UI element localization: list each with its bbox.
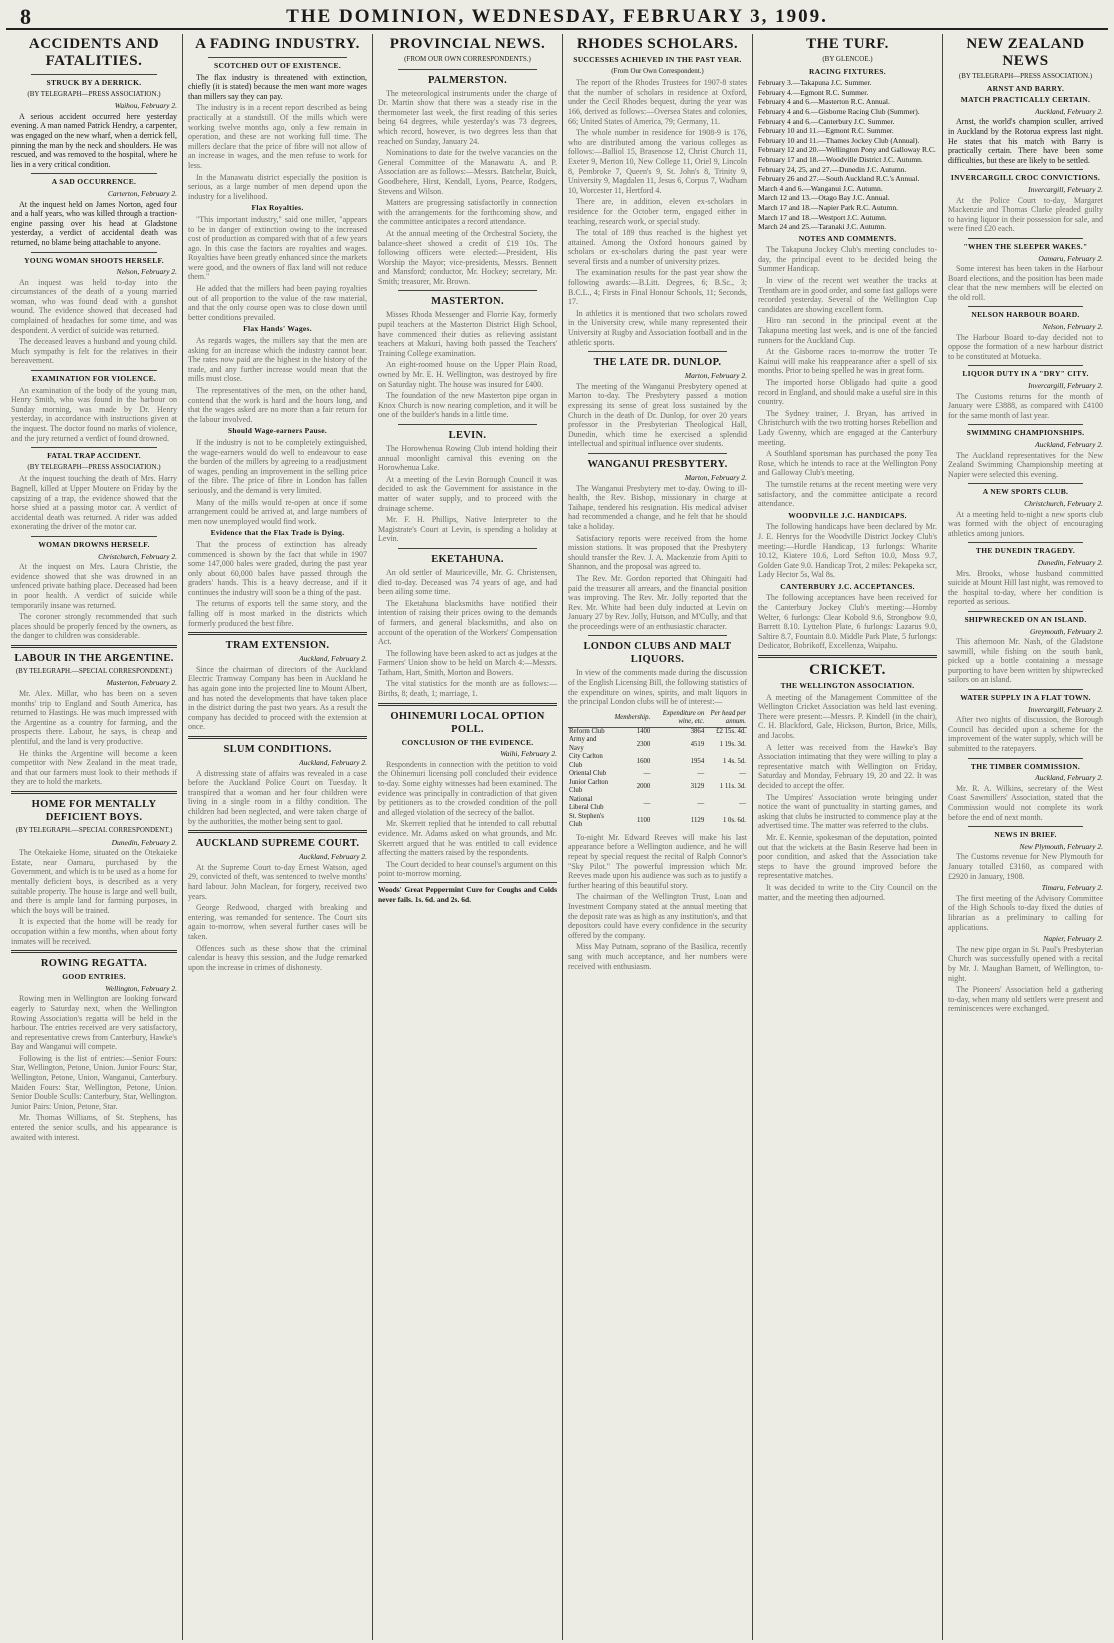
story-body-filler: The first meeting of the Advisory Committee of the High Schools to-day fixed the duties of librarian as a preliminary to calling for applications. — [948, 893, 1103, 932]
headline-successes: SUCCESSES ACHIEVED IN THE PAST YEAR. — [573, 55, 742, 64]
story-body-filler: After two nights of discussion, the Borough Council has decided upon a scheme for the improvement of the water supply, which will be submitted to the ratepayers. — [948, 715, 1103, 754]
dateline-masterton: Masterton, February 2. — [106, 678, 177, 688]
story-body-filler: A distressing state of affairs was revealed in a case before the Auckland Police Court on Tuesday. It transpired that a woman and her four children were living in a single room in a filthy condition. The children had been neglected, and were taken charge of by the authorities, the mother being sent to gaol. — [188, 768, 367, 826]
table-row — [568, 753, 747, 770]
dateline-auckland: Auckland, February 2. — [299, 654, 367, 664]
headline-wage-earners: Should Wage-earners Pause. — [227, 426, 328, 436]
headline-accidents: ACCIDENTS AND FATALITIES. — [28, 36, 160, 69]
headline-home-boys: HOME FOR MENTALLY DEFICIENT BOYS. — [31, 799, 157, 823]
headline-woman-drowns: WOMAN DROWNS HERSELF. — [38, 539, 150, 549]
story-body-filler: The Otekaieke Home, situated on the Otekaieke Estate, near Oamaru, purchased by the Government, and which is to be used as a home for mentally deficient boys, is described as a very suitable property. The house is large and well built, and there is ample land for farming purposes, in which the boys will be trained. It is expected that the home will be ready for occupation within a few months, when about forty inmates will be received. — [11, 848, 177, 946]
story-body-filler: The Takapuna Jockey Club's meeting concludes to-day, the principal event to be decided being the Summer Handicap. In view of the recent wet weather the tracks at Trentham are in good order, and some fast gallops were recorded yesterday. Several of the Wellington Cup candidates are showing excellent form. Hiro ran second in the principal event at the Takapuna meeting last week, and is one of the fancied runners for the Auckland Cup. At the Gisborne races to-morrow the trotter Te Kainui will make his reappearance after a spell of six months. Prior to being spelled he was in great form. The imported horse Obligado had quite a good record in England, and should make a useful sire in this country. The Sydney trainer, J. Bryan, has arrived in Christchurch with the two trotting horses Rebellion and Lady Gwenny, which are engaged at the Canterbury meeting. A Southland sportsman has purchased the pony Tea Rose, which he intends to race at the Wellington Pony and Galloway Club's meeting. The turnstile returns at the recent meeting were very satisfactory, and the committee anticipate a record attendance. — [758, 245, 937, 509]
table-row — [568, 727, 747, 736]
list-item: February 26 and 27.—South Auckland R.C.'s Annual. — [758, 174, 920, 184]
headline-rhodes: RHODES SCHOLARS. — [576, 36, 739, 52]
membership: 1400 — [636, 727, 651, 735]
subhead-correspondent: (From Our Own Correspondent.) — [611, 66, 704, 75]
column-nz-news — [942, 34, 1108, 1640]
story-body-filler: At a meeting held to-night a new sports club was formed with the object of encouraging athletics among juniors. — [948, 509, 1103, 538]
story-body-filler: An inquest was held to-day into the circumstances of the death of a young married woman, who was found dead with a gunshot wound. The evidence showed that deceased had complained of headaches for some time, and was despondent. A verdict of suicide was returned. The deceased leaves a husband and young child. Much sympathy is felt for the relatives in their bereavement. — [11, 277, 177, 366]
headline-fatal-trap: FATAL TRAP ACCIDENT. — [47, 451, 141, 461]
table-row — [568, 813, 747, 830]
membership: — — [643, 800, 651, 808]
story-body-filler: The Harbour Board to-day decided not to oppose the formation of a new harbour district to be constituted at Motueka. — [948, 332, 1103, 361]
headline-eketahuna: EKETAHUNA. — [431, 553, 504, 565]
list-item: March 12 and 13.—Otago Bay J.C. Annual. — [758, 193, 890, 203]
story-body-filler: Since the chairman of directors of the Auckland Electric Tramway Company has been in Auckland he has again gone into the projected line to Mount Albert, and has noted the developments that have taken place in the district during the past two years. As a result the company has decided to proceed with the extension at once. — [188, 664, 367, 732]
headline-ohinemuri: OHINEMURI LOCAL OPTION POLL. — [390, 710, 545, 735]
dateline-christchurch: Christchurch, February 2. — [98, 551, 177, 561]
table-row — [568, 796, 747, 813]
headline-turf: THE TURF. — [806, 36, 889, 52]
headline-invercargill: INVERCARGILL CROC CONVICTIONS. — [950, 173, 1101, 183]
headline-tram-extension: TRAM EXTENSION. — [225, 640, 330, 652]
headline-arnst-barry: ARNST AND BARRY. — [986, 83, 1065, 93]
headline-good-entries: GOOD ENTRIES. — [62, 972, 126, 982]
table-row — [568, 779, 747, 796]
dateline-invercargill: Invercargill, February 2. — [1028, 184, 1103, 194]
headline-levin: LEVIN. — [448, 430, 487, 441]
headline-flax-royalties: Flax Royalties. — [251, 203, 304, 213]
story-body-filler: Mr. R. A. Wilkins, secretary of the West Coast Sawmillers' Association, stated that the Commission would not complete its work before the end of next month. — [948, 783, 1103, 822]
headline-examination: EXAMINATION FOR VIOLENCE. — [31, 374, 157, 384]
headline-labour-argentine: LABOUR IN THE ARGENTINE. — [14, 652, 174, 664]
dateline-greymouth: Greymouth, February 2. — [1029, 626, 1103, 636]
headline-sad-occurrence: A SAD OCCURRENCE. — [51, 177, 137, 187]
list-item: February 17 and 18.—Woodville District J.C. Autumn. — [758, 154, 923, 164]
dateline-carterton: Carterton, February 2. — [107, 188, 177, 198]
telegraph-credit: (BY TELEGRAPH—PRESS ASSOCIATION.) — [27, 462, 161, 471]
headline-palmerston: PALMERSTON. — [427, 74, 508, 86]
dateline-dunedin: Dunedin, February 2. — [1037, 557, 1103, 567]
headline-wanganui-presbytery: WANGANUI PRESBYTERY. — [587, 458, 728, 470]
list-item: February 24, 25, and 27.—Dunedin J.C. Autumn. — [758, 164, 907, 174]
list-item: March 24 and 25.—Taranaki J.C. Autumn. — [758, 222, 886, 232]
club-name: Junior Carlton Club — [569, 778, 609, 795]
dateline-marton: Marton, February 2. — [684, 472, 747, 482]
byline-glencoe: (BY GLENCOE.) — [822, 55, 873, 63]
expenditure: 4519 — [690, 740, 705, 748]
dateline-waihou: Waihou, February 2. — [114, 101, 177, 111]
headline-evidence-dying: Evidence that the Flax Trade is Dying. — [210, 528, 345, 538]
column-rhodes — [562, 34, 752, 1640]
per-head: 1 4s. 5d. — [722, 757, 746, 765]
telegraph-credit: (BY TELEGRAPH—PRESS ASSOCIATION.) — [27, 89, 161, 98]
dateline-auckland: Auckland, February 2. — [1035, 773, 1103, 783]
table-row — [568, 736, 747, 753]
liquor-table-header — [568, 710, 747, 728]
headline-sports-club: A NEW SPORTS CLUB. — [982, 487, 1069, 497]
club-name: Oriental Club — [569, 770, 607, 778]
story-body-filler: At the Police Court to-day, Margaret Mackenzie and Thomas Clarke pleaded guilty to having liquor in their possession for sale, and were fined £20 each. — [948, 195, 1103, 234]
story-body-filler: An examination of the body of the young man, Henry Smith, who was found in the harbour on Sunday morning, was made by Dr. Henry yesterday, in accordance with instructions given at the inquest. The doctor found no marks of violence, and the jury returned a verdict of found drowned. — [11, 385, 177, 443]
story-body-filler: The Auckland representatives for the New Zealand Swimming Championship meeting at Napier were selected this evening. — [948, 450, 1103, 479]
headline-supreme-court: AUCKLAND SUPREME COURT. — [195, 838, 360, 850]
headline-slum-conditions: SLUM CONDITIONS. — [223, 744, 332, 755]
list-item: February 4.—Egmont R.C. Summer. — [758, 87, 869, 97]
headline-young-woman: YOUNG WOMAN SHOOTS HERSELF. — [24, 255, 164, 265]
headline-dunlop: THE LATE DR. DUNLOP. — [593, 357, 722, 369]
club-name: Army and Navy — [569, 736, 597, 752]
headline-timber-commission: THE TIMBER COMMISSION. — [970, 761, 1081, 771]
story-body-filler: Mr. Alex. Millar, who has been on a seven months' trip to England and South America, has returned to Hastings. He was much impressed with the Argentine as a country for farming, and the prospects there. Labour, he says, is cheap and plentiful, and the land is very productive. He thinks the Argentine will become a keen competitor with New Zealand in the meat trade, and that our farmers must look to their methods if they are to hold the markets. — [11, 689, 177, 787]
per-head: 1 11s. 3d. — [719, 783, 746, 791]
per-head: — — [739, 770, 746, 778]
list-item: March 17 and 18.—Napier Park R.C. Autumn. — [758, 202, 898, 212]
membership: 1600 — [636, 757, 651, 765]
story-body-filler: That the process of extinction has already commenced is shown by the fact that while in 1907 some 147,000 bales were graded, during the past year only about 60,000 bales have passed through the graders' hands. This is a heavy decrease, and if it continues the industry will soon be a thing of the past. The returns of exports tell the same story, and the falling off is most marked in the districts which formerly produced the best fibre. — [188, 539, 367, 628]
list-item: March 4 and 6.—Wanganui J.C. Autumn. — [758, 183, 883, 193]
membership: — — [643, 770, 651, 778]
newspaper-title: THE DOMINION, WEDNESDAY, FEBRUARY 3, 1909. — [286, 6, 828, 27]
expenditure: — — [697, 770, 705, 778]
column-flax — [182, 34, 372, 1640]
story-body-filler: The following handicaps have been declared by Mr. J. E. Henrys for the Woodville District Jockey Club's meeting:—Hurdle Handicap, 13 furlongs: Wharite 10.12, Kiatere 10.6, Lord Sefton 10.0, Moss 9.7, Golden Gate 9.0. Handicap Trot, 2 miles: Pekapeka scr, Lady Hector 5s, Wal 8s. — [758, 522, 937, 580]
dateline-auckland: Auckland, February 2. — [1035, 440, 1103, 449]
special-credit: (BY TELEGRAPH.—SPECIAL CORRESPONDENT.) — [15, 826, 173, 834]
club-name: City Carlton Club — [569, 753, 603, 769]
headline-conclusion: CONCLUSION OF THE EVIDENCE. — [401, 737, 534, 747]
story-body-filler: An old settler of Mauriceville, Mr. G. Christensen, died to-day. Deceased was 74 years of age, and had been ailing some time. The Eketahuna blacksmiths have notified their intention of raising their prices owing to the demands of farmers, and general blacksmiths, and also on account of the operation of the Workers' Compensation Act. The following have been asked to act as judges at the Farmers' Union show to be held on March 4:—Messrs. Tatham, Hart, Smith, Morton and Bowers. The vital statistics for the month are as follows:—Births, 8; death, 1; marriage, 1. — [378, 567, 557, 699]
story-body-filler: Some interest has been taken in the Harbour Board elections, and the position has been made clear that the new members will be elected on the old roll. — [948, 264, 1103, 302]
per-head: — — [739, 800, 746, 808]
column-turf — [752, 34, 942, 1640]
story-body-filler: This afternoon Mr. Nash, of the Gladstone sawmill, while fishing on the south bank, picked up a bottle containing a message purporting to have been written by shipwrecked sailors on an island. — [948, 637, 1103, 685]
liquor-header-cell: Expenditure on wine, etc. — [651, 710, 705, 728]
headline-derrick: STRUCK BY A DERRICK. — [46, 78, 142, 87]
story-body-filler: A meeting of the Management Committee of the Wellington Cricket Association was held last evening. There were present:—Messrs. P. Kindell (in the chair), C. H. Blackford, Gale, Hickson, Burton, Brice, Mills, and Jacobs. A letter was received from the Hawke's Bay Association intimating that they were willing to play a representative match with Wellington on Friday, Saturday and Monday, February 19, 20 and 22. It was decided to accept the offer. The Umpires' Association wrote bringing under notice the want of punctuality in starting games, and asking that clubs be instructed to commence play at the advertised time. The matter was referred to the clubs. Mr. E. Kennie, spokesman of the deputation, pointed out that the wickets at the Basin Reserve had been in poor condition, and asked that the Association take steps to have the ground improved before the representative matches. It was decided to write to the City Council on the matter, and the meeting then adjourned. — [758, 692, 937, 902]
headline-match-certain: MATCH PRACTICALLY CERTAIN. — [960, 95, 1091, 105]
per-head: £2 15s. 4d. — [716, 727, 746, 735]
headline-fading-industry: A FADING INDUSTRY. — [195, 36, 360, 52]
headline-canterbury-acceptances: CANTERBURY J.C. ACCEPTANCES. — [780, 581, 915, 591]
columns — [6, 34, 1108, 1640]
story-body-filler: The following acceptances have been received for the Canterbury Jockey Club's meeting:—Hornby Welter, 6 furlongs: Clear Kobold 9.6, Strongbow 9.0, Barrett 8.10. Lyttelton Plate, 6 furlongs: Lazarus 9.0, Saltire 8.7, Fountain 8.0. Middle Park Plate, 5 furlongs: Dedicator, Bobrikoff, Excellenza, Waipahu. — [758, 593, 937, 651]
dateline-nelson: Nelson, February 2. — [1042, 322, 1103, 332]
expenditure: 1954 — [690, 757, 705, 765]
headline-news-brief: NEWS IN BRIEF. — [994, 830, 1057, 840]
headline-rowing: ROWING REGATTA. — [40, 958, 148, 970]
story-body-filler: The Wanganui Presbytery met to-day. Owing to ill-health, the Rev. Bishop, missionary in charge at Taihape, tendered his resignation. His medical adviser had recommended a change, and he felt that he should take a holiday. Satisfactory reports were received from the home mission stations. It was proposed that the Presbytery should transfer the Rev. J. A. Mackenzie from Apiti to Shannon, and the proposal was agreed to. The Rev. Mr. Gordon reported that Ohingaiti had paid the treasurer all arrears, and the financial position was improving. The Rev. Mr. Jolly reported that the Rev. Mr. White had been duly inducted at Levin on January 27 by Rev. Jolly, Hutson, and M'Cully, and that the proceedings were of an enthusiastic character. — [568, 483, 747, 631]
story-body-filler: At the Supreme Court to-day Ernest Watson, aged 29, convicted of theft, was sentenced to twelve months' hard labour. John Maclean, for forgery, received two years. George Redwood, charged with breaking and entering, was remanded for sentence. The Court sits again to-morrow, when several further cases will be taken. Offences such as these show that the criminal calendar is heavy this session, and the Judge remarked upon the increase in crimes of dishonesty. — [188, 862, 367, 972]
story-body-filler: The Customs returns for the month of January were £3888, as compared with £4100 for the same month of last year. — [948, 391, 1103, 420]
dateline-auckland: Auckland, February 2. — [299, 852, 367, 862]
page-number: 8 — [20, 4, 31, 29]
dateline-invercargill: Invercargill, February 2. — [1028, 704, 1103, 714]
headline-racing-fixtures: RACING FIXTURES. — [809, 66, 886, 76]
expenditure: 3129 — [690, 783, 705, 791]
dateline-dunedin: Dunedin, February 2. — [111, 837, 177, 847]
subhead-correspondents: (FROM OUR OWN CORRESPONDENTS.) — [404, 55, 531, 63]
list-item: February 12 and 20.—Wellington Pony and Galloway R.C. — [758, 145, 936, 155]
dateline-auckland: Auckland, February 2. — [1035, 106, 1103, 116]
story-body-filler: "This important industry," said one miller, "appears to be in danger of extinction owing to the increased cost of production as compared with that of a few years ago. In this case the factors are royalties and wages. Royalties have been greatly enhanced since the markets were good, and the owners of flax land will not reduce them." He added that the millers had been paying royalties out of all proportion to the value of the raw material, and that the only course open was to close down until better conditions prevailed. — [188, 214, 367, 322]
liquor-header-cell: Per head per annum. — [705, 710, 747, 728]
headline-sleeper-wakes: "WHEN THE SLEEPER WAKES." — [963, 241, 1088, 251]
club-name: Reform Club — [569, 727, 605, 735]
story-body-filler: Mrs. Brooks, whose husband committed suicide at Mount Hill last night, was removed to the hospital to-day, where her condition is reported as serious. — [948, 568, 1103, 607]
headline-provincial-news: PROVINCIAL NEWS. — [389, 36, 546, 52]
liquor-table — [568, 710, 747, 830]
story-body-filler: The meeting of the Wanganui Presbytery opened at Marton to-day. The Presbytery passed a motion expressing its sense of great loss sustained by the Church in the death of Dr. Dunlop, for over 20 years professor in the Presbyterian Theological Hall, Dunedin, which time he exercised a splendid intellectual and spiritual influence over students. — [568, 381, 747, 449]
column-accidents — [6, 34, 182, 1640]
story-body-filler: The report of the Rhodes Trustees for 1907-8 states that the number of scholars in residence at Oxford, under the Cecil Rhodes bequest, during the year was 166, derived as follows:—Oversea States and colonies, 66; United States of America, 79; Germany, 11. The whole number in residence for 1908-9 is 176, who are distributed among the various colleges as follows:—Balliol 15, Brasenose 12, Christ Church 11, Exeter 9, Merton 10, New College 11, Oriel 9, Lincoln 8, Pembroke 7, Queen's 9, St. John's 8, Trinity 9, University 9, Magdalen 11, Jesus 6, Corpus 7, Wadham 10, Worcester 11, Hertford 4. There are, in addition, eleven ex-scholars in residence for the October term, engaged either in teaching, research work, or special study. The total of 189 thus reached is the highest yet attained. Among the Oxford honours gained by scholars or ex-scholars during the past year were several firsts and a number of university prizes. The examination results for the past year show the following awards:—B.Litt. Degrees, 6; B.Sc., 3; B.C.L., 4; Firsts in Final Honour Schools, 11; Seconds, 17. In athletics it is mentioned that two scholars rowed in the University crew, while many represented their University at Rugby and Association football and in the athletic sports. — [568, 78, 747, 347]
story-fading-intro: The flax industry is threatened with extinction, chiefly (it is stated) because the men want more wages than millers say they can pay. — [188, 72, 367, 101]
headline-liquor-duty: LIQUOR DUTY IN A "DRY" CITY. — [962, 369, 1089, 379]
dateline-waihi: Waihi, February 2. — [500, 749, 557, 759]
liquor-header-cell: Membership. — [614, 710, 652, 728]
list-item: March 17 and 18.—Westport J.C. Autumn. — [758, 212, 887, 222]
telegraph-credit: (BY TELEGRAPH—PRESS ASSOCIATION.) — [958, 72, 1093, 80]
list-item: February 4 and 6.—Gisborne Racing Club (Summer). — [758, 106, 920, 116]
headline-london-clubs: LONDON CLUBS AND MALT LIQUORS. — [583, 641, 732, 666]
membership: 2000 — [636, 783, 651, 791]
story-body-filler: Respondents in connection with the petition to void the Ohinemuri licensing poll concluded their evidence to-day. Some eighty witnesses had been examined. The evidence was principally in contradiction of that given by petitioners as to the crowded condition of the poll and alleged violation of the secrecy of the ballot. Mr. Skerrett replied that he intended to call rebuttal evidence. Mr. Adams asked on what grounds, and Mr. Skerrett argued that he was entitled to call evidence affecting the matters raised by the respondents. The Court decided to hear counsel's argument on this point to-morrow morning. — [378, 759, 557, 879]
advert-peppermint-cure: Woods' Great Peppermint Cure for Coughs and Colds never fails. 1s. 6d. and 2s. 6d. — [378, 882, 557, 904]
story-body-filler: The meteorological instruments under the charge of Dr. Martin show that there was a steady rise in the thermometer last week, the first reading of this series being 64 degrees, while yesterday's was 73 degrees, which record, however, is two degrees less than that reached on Sunday, January 24. Nominations to date for the twelve vacancies on the General Committee of the Manawatu A. and P. Association are as follows:—Messrs. Batchelar, Buick, Goodbehere, Hirst, Kendall, Lyons, Pearce, Rodgers, Stevens and Wilson. Matters are progressing satisfactorily in connection with the arrangements for the forthcoming show, and the committee anticipates a record attendance. At the annual meeting of the Orchestral Society, the balance-sheet showed a credit of £19 10s. The following officers were elected:—President, His Worship the Mayor; vice-presidents, Messrs. Bennett and Mansford; conductor, Mr. Hockey; secretary, Mr. Smith; treasurer, Mr. Brown. — [378, 88, 557, 286]
headline-scotched: SCOTCHED OUT OF EXISTENCE. — [214, 61, 341, 70]
list-item: February 10 and 11.—Thames Jockey Club (Annual). — [758, 135, 920, 145]
liquor-header-cell — [568, 710, 614, 728]
story-body-filler: Rowing men in Wellington are looking forward eagerly to Saturday next, when the Wellington Rowing Association's regatta will be held in the harbour. The entries received are very satisfactory, and representative crews from Canterbury, Hawke's Bay and Wanganui will compete. Following is the list of entries:—Senior Fours: Star, Wellington, Petone, Union. Junior Fours: Star, Wellington, Petone, Union, Wanganui, Canterbury. Maiden Fours: Star, Wellington, Petone, Union. Senior Double Sculls: Canterbury, Star, Wellington. Junior Pairs: Union, Petone, Star. Mr. Thomas Williams, of St. Stephens, has entered the senior sculls, and his appearance is awaited with interest. — [11, 994, 177, 1142]
dateline-marton: Marton, February 2. — [684, 371, 747, 381]
story-body-filler: The Horowhenua Rowing Club intend holding their annual moonlight carnival this evening on the Horowhenua Lake. At a meeting of the Levin Borough Council it was decided to ask the Government for assistance in the matter of water supply, and to proceed with the drainage scheme. Mr. F. H. Phillips, Native Interpreter to the Magistrate's Court at Levin, is spending a holiday at Levin. — [378, 444, 557, 544]
story-sad-occurrence: At the inquest held on James Norton, aged four and a half years, who was killed through a traction-engine passing over his head at Gladstone yesterday, a verdict of accidental death was returned, no blame being attachable to anyone. — [11, 199, 177, 247]
special-credit: (BY TELEGRAPH.—SPECIAL CORRESPONDENT.) — [15, 666, 173, 675]
list-item: February 4 and 6.—Canterbury J.C. Summer. — [758, 116, 895, 126]
story-arnst: Arnst, the world's champion sculler, arrived in Auckland by the Rotorua express last night. He states that his match with Barry is practically certain. There have been some difficulties, but these are likely to be settled. — [948, 117, 1103, 165]
dateline-auckland: Auckland, February 2. — [299, 758, 367, 767]
dateline-new-plymouth: New Plymouth, February 2. — [1019, 841, 1103, 851]
expenditure: 3864 — [690, 727, 705, 735]
headline-flax-hands: Flax Hands' Wages. — [243, 324, 312, 334]
dateline-christchurch: Christchurch, February 2. — [1024, 498, 1103, 508]
story-body-filler: At the inquest touching the death of Mrs. Harry Bagnell, killed at Upper Moutere on Friday by the capsizing of a trap, the evidence showed that the horse shied at a passing motor car. A verdict of accidental death was returned. A rider was added exonerating the driver of the motor car. — [11, 474, 177, 532]
headline-woodville-handicaps: WOODVILLE J.C. HANDICAPS. — [788, 510, 907, 520]
headline-cricket: CRICKET. — [809, 662, 886, 679]
expenditure: — — [697, 800, 705, 808]
story-body-filler: As regards wages, the millers say that the men are asking for an increase which the industry cannot bear. The rates now paid are the highest in the history of the trade, and any further increase would mean that the mills must close. The representatives of the men, on the other hand, contend that the work is hard and the hours long, and that the wages asked are no more than a fair return for the labour involved. — [188, 336, 367, 424]
dateline-nelson: Nelson, February 2. — [116, 267, 177, 277]
story-body-filler: At the inquest on Mrs. Laura Christie, the evidence showed that she was drowned in an unfenced private bathing place. Deceased had been in poor health. A verdict of suicide while temporarily insane was returned. The coroner strongly recommended that such places should be properly fenced by the owners, as the danger to children was considerable. — [11, 562, 177, 641]
headline-swimming: SWIMMING CHAMPIONSHIPS. — [966, 428, 1085, 438]
column-provincial — [372, 34, 562, 1640]
list-item: February 4 and 6.—Masterton R.C. Annual. — [758, 97, 890, 107]
dateline-invercargill: Invercargill, February 2. — [1028, 381, 1103, 391]
headline-nz-news: NEW ZEALAND NEWS — [966, 36, 1085, 69]
dateline-napier: Napier, February 2. — [1043, 934, 1103, 944]
list-item: February 10 and 11.—Egmont R.C. Summer. — [758, 126, 894, 136]
list-item: February 3.—Takapuna J.C. Summer. — [758, 78, 872, 88]
headline-notes: NOTES AND COMMENTS. — [798, 233, 897, 243]
club-name: St. Stephen's Club — [569, 812, 604, 829]
story-body-filler: The Customs revenue for New Plymouth for January totalled £3160, as compared with £2920 in January, 1908. — [948, 852, 1103, 881]
headline-nelson-harbour: NELSON HARBOUR BOARD. — [971, 310, 1080, 320]
story-body-filler: The industry is in a recent report described as being practically at a standstill. Of the mills which were working twelve months ago, only a few remain in operation, and these are not working full time. The millers declare that the price of fibre will not allow of an increase in wages, and the men refuse to work for less. In the Manawatu district especially the position is serious, as a large number of men depend upon the industry for a livelihood. — [188, 103, 367, 201]
masthead — [6, 4, 1108, 30]
dateline-wellington: Wellington, February 2. — [105, 983, 177, 993]
expenditure: 1129 — [690, 817, 705, 825]
table-row — [568, 770, 747, 779]
per-head: 1 0s. 6d. — [722, 817, 746, 825]
per-head: 1 19s. 3d. — [719, 740, 746, 748]
club-name: National Liberal Club — [569, 795, 604, 812]
headline-wellington-association: THE WELLINGTON ASSOCIATION. — [780, 681, 915, 691]
headline-shipwrecked: SHIPWRECKED ON AN ISLAND. — [964, 614, 1087, 624]
dateline-timaru: Timaru, February 2. — [1041, 883, 1103, 893]
story-body-filler: Misses Rhoda Messenger and Florrie Kay, formerly pupil teachers at the Masterton District High School, have commenced their duties as relieving assistant teachers at Makuri, having both passed the Teachers' Training College examination. An eight-roomed house on the Upper Plain Road, owned by Mr. E. H. Wellington, was destroyed by fire on Saturday night. The house was insured for £400. The foundation of the new Masterton pipe organ in Knox Church is now nearing completion, and it will be one of the builder's hands in a little time. — [378, 310, 557, 420]
story-derrick: A serious accident occurred here yesterday evening. A man named Patrick Hendry, a carpenter, was engaged on the new wharf, when a derrick fell, pinning the man by the neck and shoulders. He was rescued, and was removed to the hospital, where he lies in a very critical condition. — [11, 111, 177, 169]
story-body-filler: If the industry is not to be completely extinguished, the wage-earners would do well to endeavour to ease the burden of the millers by agreeing to a readjustment of wages, pending an improvement in the selling price of the fibre. The price of fibre in London has fallen seriously, and the demand is very limited. Many of the mills would re-open at once if some arrangement could be arrived at, and large numbers of men now unemployed would find work. — [188, 437, 367, 526]
story-body-filler: The new pipe organ in St. Paul's Presbyterian Church was successfully opened with a recital by Mr. J. Maughan Barnett, of Wellington, to-night. The Pioneers' Association held a gathering to-day, when many old settlers were present and reminiscences were exchanged. — [948, 944, 1103, 1014]
story-body-filler: To-night Mr. Edward Reeves will make his last appearance before a Wellington audience, and he will repeat by special request the recital of Ralph Connor's "Sky Pilot." The powerful impression which Mr. Reeves made upon his audience was such as to justify a further hearing of this beautiful story. The chairman of the Wellington Trust, Loan and Investment Company stated at the annual meeting that the deposit rate was as high as any institution's, and that depositors could have every confidence in the security offered by the company. Miss May Putnam, soprano of the Basilica, recently sang with much acceptance, and her numbers were received with enthusiasm. — [568, 832, 747, 971]
headline-dunedin-tragedy: THE DUNEDIN TRAGEDY. — [975, 546, 1076, 556]
membership: 1100 — [636, 817, 651, 825]
headline-masterton: MASTERTON. — [431, 296, 504, 308]
headline-water-supply: WATER SUPPLY IN A FLAT TOWN. — [960, 693, 1091, 703]
fixtures-list — [758, 78, 937, 232]
membership: 2300 — [636, 740, 651, 748]
dateline-oamaru: Oamaru, February 2. — [1038, 253, 1103, 263]
story-body-filler: In view of the comments made during the discussion of the English Licensing Bill, the following statistics of the expenditure on wines, spirits, and malt liquors in the principal London clubs will be of interest:— — [568, 668, 747, 707]
